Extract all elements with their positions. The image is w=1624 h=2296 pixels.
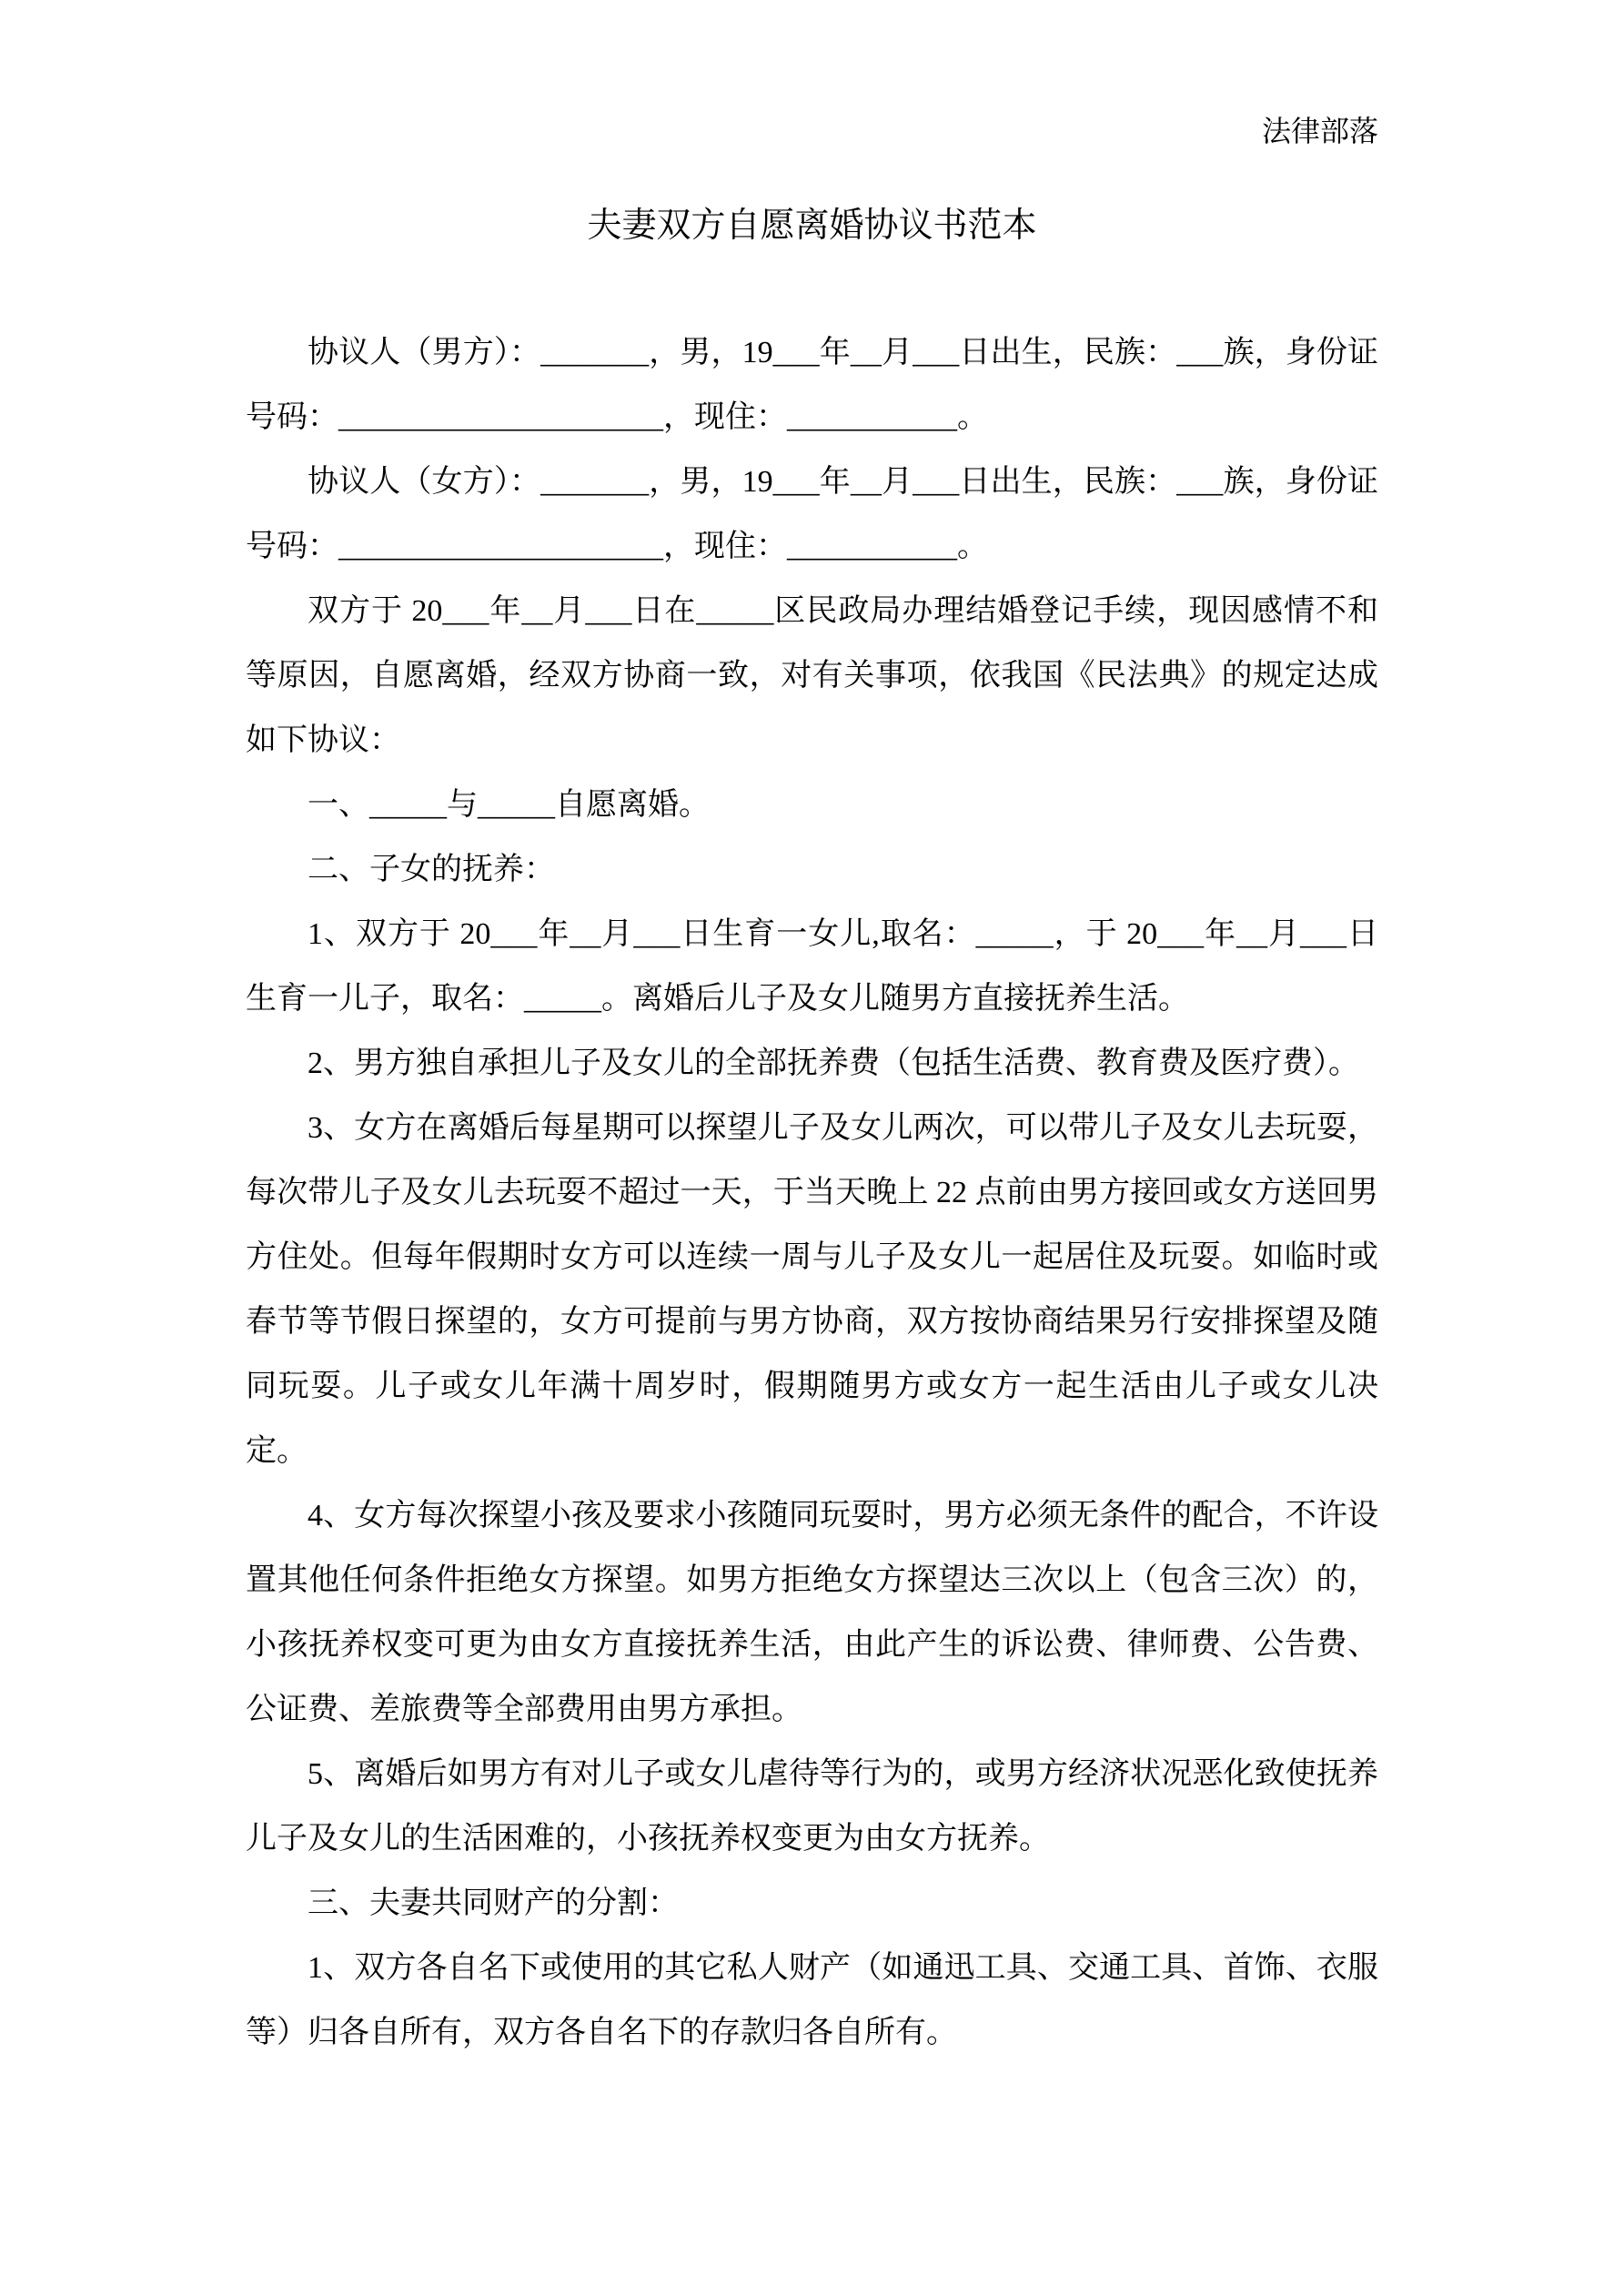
document-paragraph: 双方于 20___年__月___日在_____区民政局办理结婚登记手续，现因感情不和等原因，自愿离婚，经双方协商一致，对有关事项，依我国《民法典》的规定达成如下协议： [246,594,1378,757]
document-paragraph: 二、子女的抚养： [308,853,555,886]
document-paragraph: 3、女方在离婚后每星期可以探望儿子及女儿两次，可以带儿子及女儿去玩耍，每次带儿子及女儿去玩耍不超过一天，于当天晚上 22 点前由男方接回或女方送回男方住处。但每年假期时女方可以连续一周与儿子及女儿一起居住及玩耍。如临时或春节等节假日探望的，女方可提前与男方协商，双方按协商结果另行安排探望及随同玩耍。儿子或女儿年满十周岁时，假期随男方或女方一起生活由儿子或女儿决定。 [246,1111,1378,1468]
document-paragraph: 2、男方独自承担儿子及女儿的全部抚养费（包括生活费、教育费及医疗费）。 [308,1047,1359,1080]
document-body [246,320,1378,2065]
document-paragraph: 4、女方每次探望小孩及要求小孩随同玩耍时，男方必须无条件的配合，不许设置其他任何条件拒绝女方探望。如男方拒绝女方探望达三次以上（包含三次）的，小孩抚养权变可更为由女方直接抚养生活，由此产生的诉讼费、律师费、公告费、公证费、差旅费等全部费用由男方承担。 [246,1499,1378,1726]
document-paragraph: 协议人（男方）：_______，男，19___年__月___日出生，民族：___族，身份证号码：_____________________，现住：___________。 [246,336,1378,434]
brand-watermark: 法律部落 [1261,115,1378,147]
document-paragraph: 三、夫妻共同财产的分割： [308,1886,679,1920]
document-paragraph: 协议人（女方）：_______，男，19___年__月___日出生，民族：___族，身份证号码：_____________________，现住：___________。 [246,465,1378,563]
document-title: 夫妻双方自愿离婚协议书范本 [587,207,1037,245]
document-paragraph: 1、双方于 20___年__月___日生育一女儿,取名：_____，于 20___年__月___日生育一儿子，取名：_____。离婚后儿子及女儿随男方直接抚养生活。 [246,917,1378,1016]
document-paragraph: 一、_____与_____自愿离婚。 [308,788,710,822]
document-paragraph: 5、离婚后如男方有对儿子或女儿虐待等行为的，或男方经济状况恶化致使抚养儿子及女儿的生活困难的，小孩抚养权变更为由女方抚养。 [246,1757,1378,1856]
document-paragraph: 1、双方各自名下或使用的其它私人财产（如通迅工具、交通工具、首饰、衣服等）归各自所有，双方各自名下的存款归各自所有。 [246,1951,1378,2049]
